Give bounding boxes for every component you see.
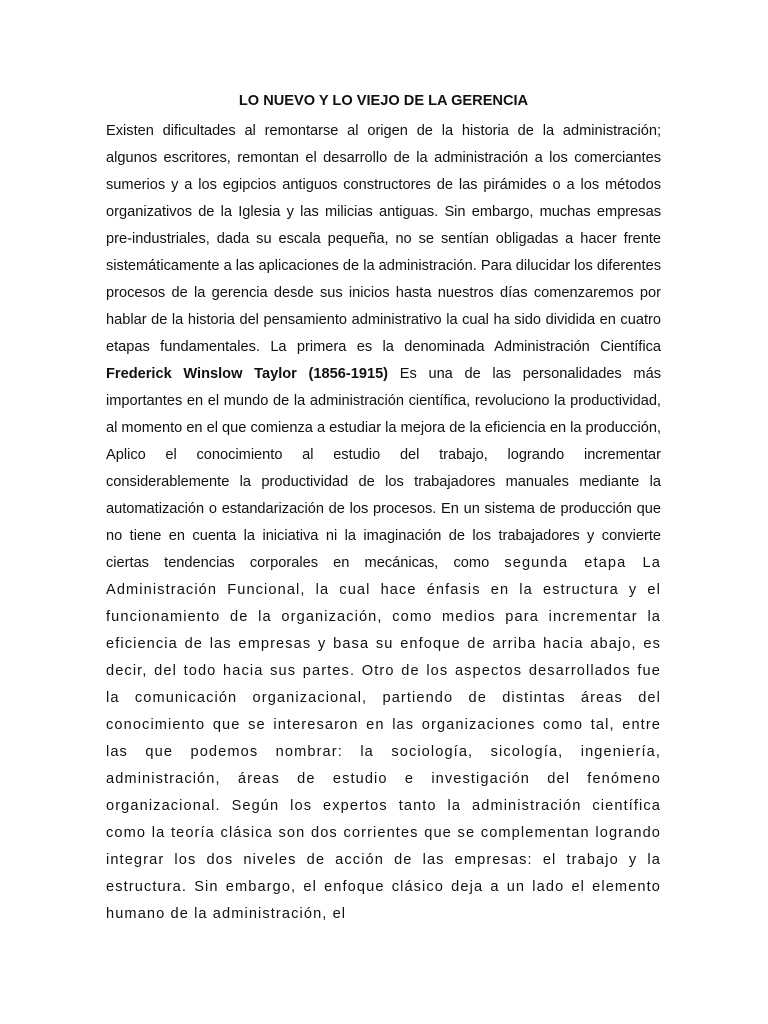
body-paragraph — [106, 118, 661, 928]
document-page — [106, 88, 661, 928]
paragraph-text-part1: Existen dificultades al remontarse al origen de la historia de la administración; algunos escritores, remontan el desarrollo de la administración a los comerciantes sumerios y a los egipcios antiguos constructores de las pirámides o a los métodos organizativos de la Iglesia y las milicias antiguas. Sin embargo, muchas empresas pre-industriales, dada su escala pequeña, no se sentían obligadas a hacer frente sistemáticamente a las aplicaciones de la administración. Para dilucidar los diferentes procesos de la gerencia desde sus inicios hasta nuestros días comenzaremos por hablar de la historia del pensamiento administrativo la cual ha sido dividida en cuatro etapas fundamentales. La primera es la denominada Administración Científica — [106, 123, 661, 355]
document-title: LO NUEVO Y LO VIEJO DE LA GERENCIA — [238, 93, 529, 109]
paragraph-text-part3: segunda etapa La Administración Funcional, la cual hace énfasis en la estructura y el funcionamiento de la organización, como medios para incrementar la eficiencia de las empresas y basa su enfoque de arriba hacia abajo, es decir, del todo hacia sus partes. Otro de los aspectos desarrollados fue la comunicación organizacional, partiendo de distintas áreas del conocimiento que se interesaron en las organizaciones como tal, entre las que podemos nombrar: la sociología, sicología, ingeniería, administración, áreas de estudio e investigación del fenómeno organizacional. Según los expertos tanto la administración científica como la teoría clásica son dos corrientes que se complementan logrando integrar los dos niveles de acción de las empresas: el trabajo y la estructura. Sin embargo, el enfoque clásico deja a un lado el elemento humano de la administración, el — [106, 555, 661, 922]
bold-author-name: Frederick Winslow Taylor (1856-1915) — [106, 366, 389, 382]
paragraph-text-part2: Es una de las personalidades más importantes en el mundo de la administración científica, revoluciono la productividad, al momento en el que comienza a estudiar la mejora de la eficiencia en la producción, Aplico el conocimiento al estudio del trabajo, logrando incrementar considerablemente la productividad de los trabajadores manuales mediante la automatización o estandarización de los procesos. En un sistema de producción que no tiene en cuenta la iniciativa ni la imaginación de los trabajadores y convierte ciertas tendencias corporales en mecánicas, como — [106, 366, 661, 571]
